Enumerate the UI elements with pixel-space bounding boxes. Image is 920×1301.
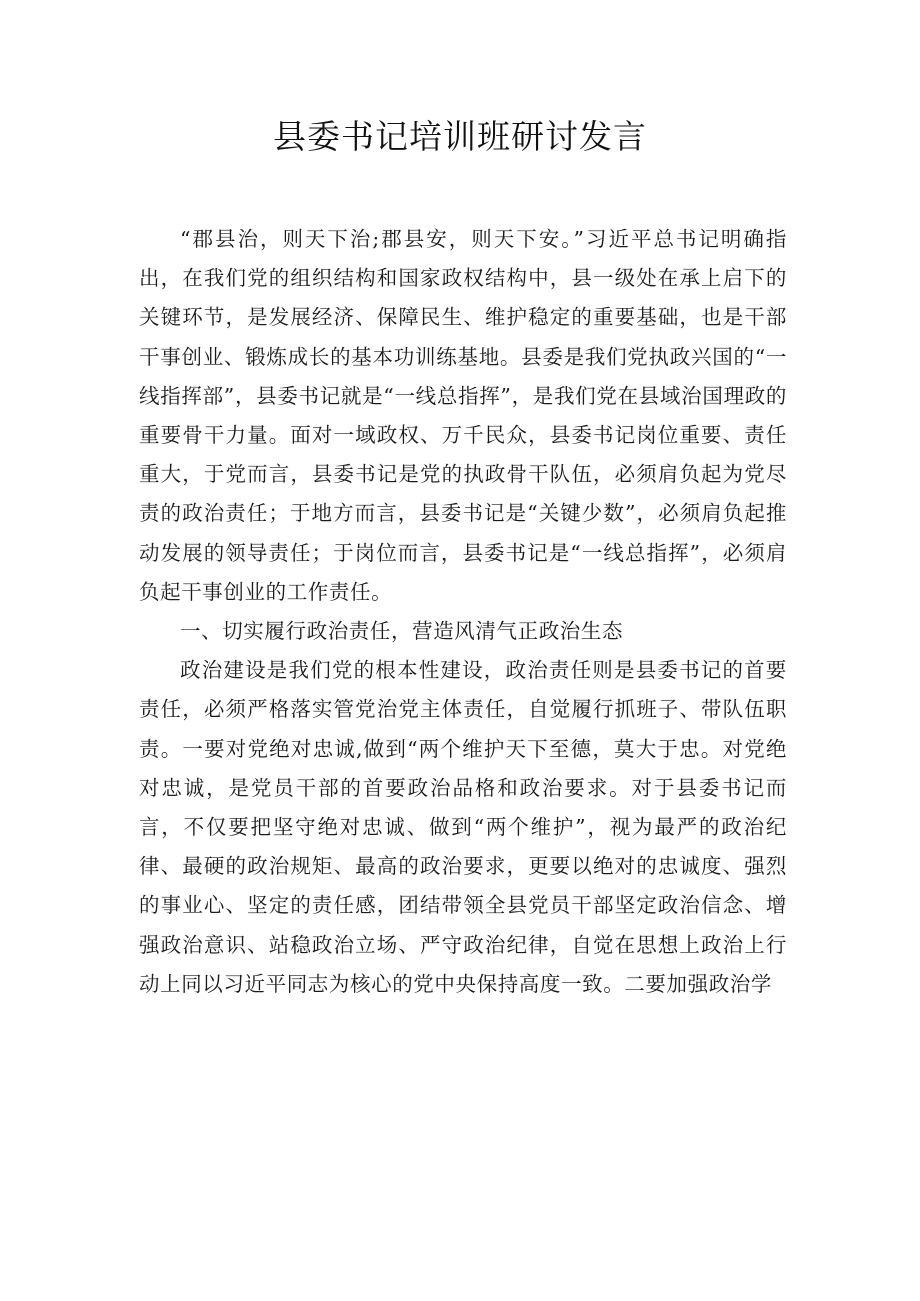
paragraph-intro: “郡县治，则天下治;郡县安，则天下安。”习近平总书记明确指出，在我们党的组织结构和国家政权结构中，县一级处在承上启下的关键环节，是发展经济、保障民生、维护稳定的重要基础，也是干部干事创业、锻炼成长的基本功训练基地。县委是我们党执政兴国的“一线指挥部”，县委书记就是“一线总指挥”，是我们党在县域治国理政的重要骨干力量。面对一域政权、万千民众，县委书记岗位重要、责任重大，于党而言，县委书记是党的执政骨干队伍，必须肩负起为党尽责的政治责任；于地方而言，县委书记是“关键少数”，必须肩负起推动发展的领导责任；于岗位而言，县委书记是“一线总指挥”，必须肩负起干事创业的工作责任。 [139,227,787,604]
paragraph-section-1: 政治建设是我们党的根本性建设，政治责任则是县委书记的首要责任，必须严格落实管党治党主体责任，自觉履行抓班子、带队伍职责。一要对党绝对忠诚,做到“两个维护天下至德，莫大于忠。对党绝对忠诚，是党员干部的首要政治品格和政治要求。对于县委书记而言，不仅要把坚守绝对忠诚、做到“两个维护”，视为最严的政治纪律、最硬的政治规矩、最高的政治要求，更要以绝对的忠诚度、强烈的事业心、坚定的责任感，团结带领全县党员干部坚定政治信念、增强政治意识、站稳政治立场、严守政治纪律，自觉在思想上政治上行动上同以习近平同志为核心的党中央保持高度一致。二要加强政治学 [139,658,787,996]
section-heading-1: 一、切实履行政治责任，营造风清气正政治生态 [180,619,624,644]
document-title: 县委书记培训班研讨发言 [273,117,647,156]
document-body [139,220,787,1004]
